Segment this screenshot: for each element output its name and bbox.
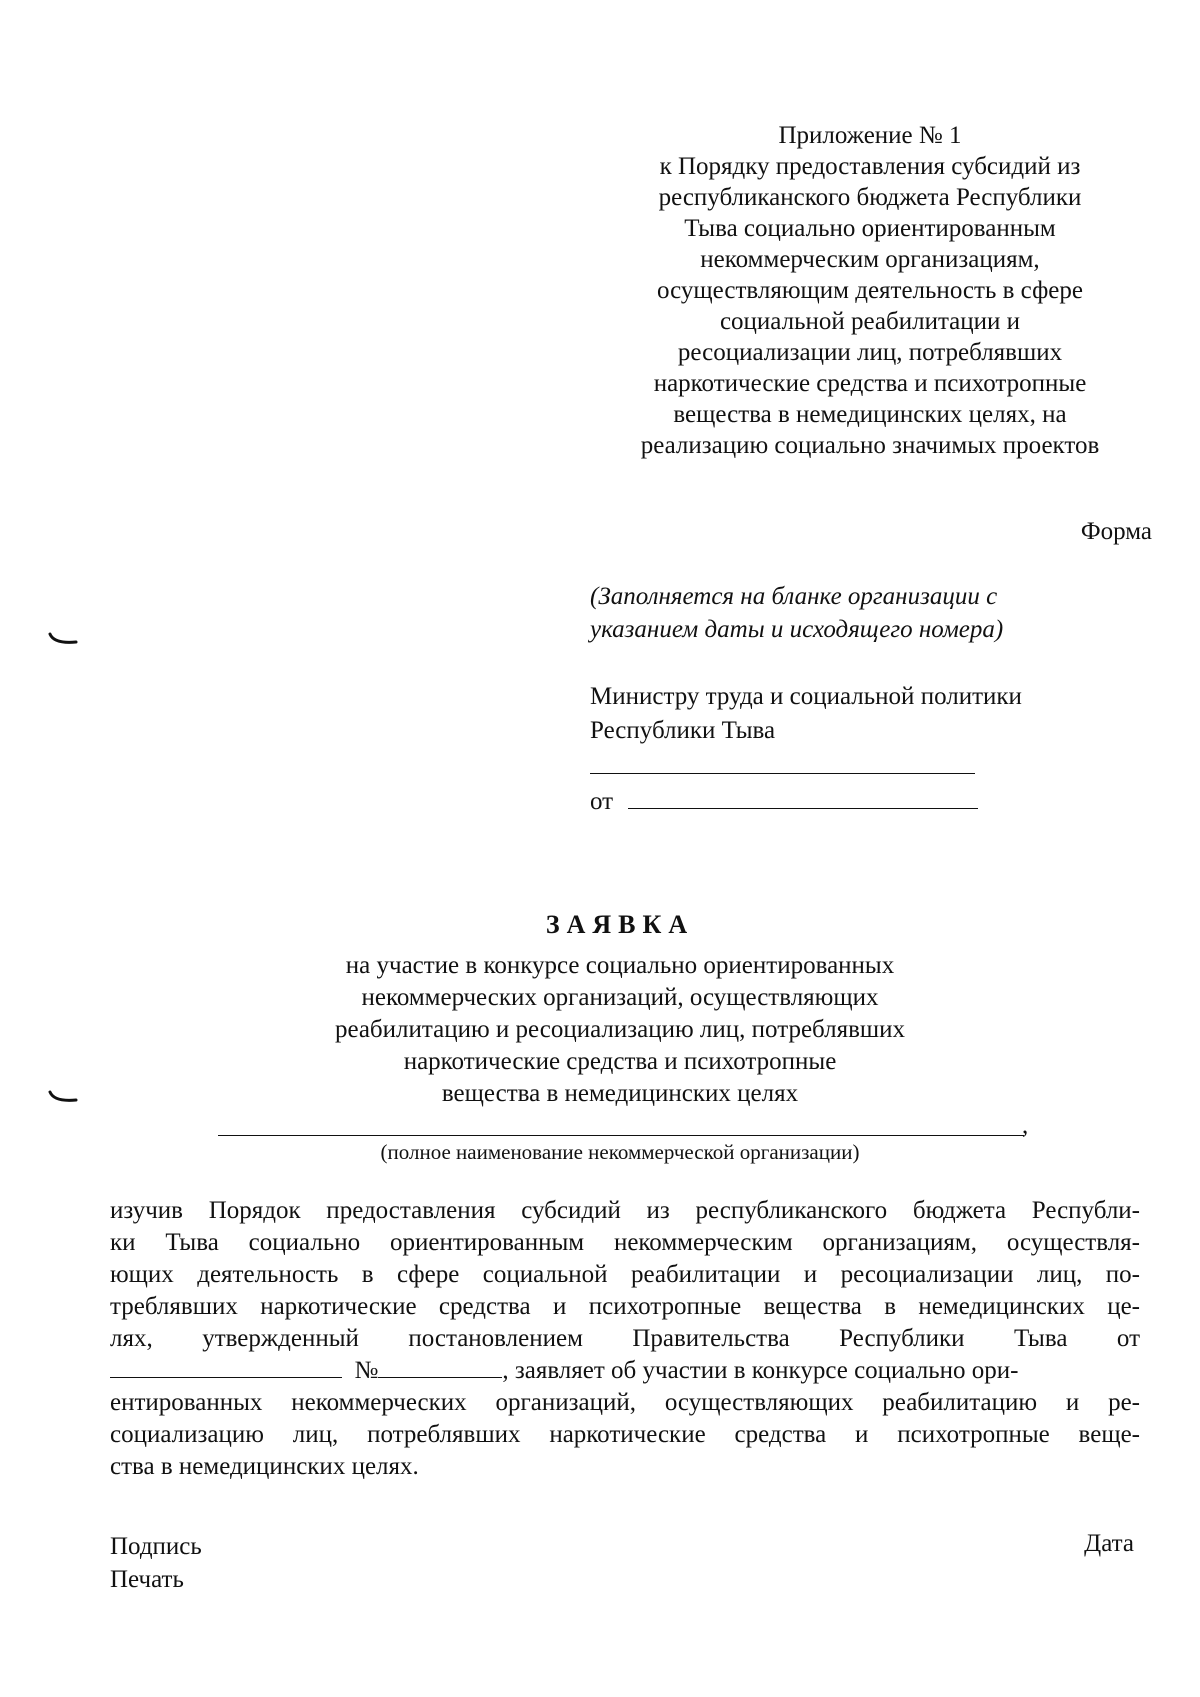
appendix-line: к Порядку предоставления субсидий из xyxy=(659,153,1081,180)
signature-label: Подпись xyxy=(110,1533,202,1560)
body-line: социализацию лиц, потреблявших наркотические средства и психотропные веще- xyxy=(110,1421,1140,1448)
body-line: ентированных некоммерческих организаций, осуществляющих реабилитацию и ре- xyxy=(110,1389,1140,1416)
form-label: Форма xyxy=(1080,518,1152,545)
appendix-line: вещества в немедицинских целях, на xyxy=(673,401,1067,428)
appendix-line: Приложение № 1 xyxy=(778,122,962,149)
stamp-label: Печать xyxy=(110,1566,184,1593)
organization-comma: , xyxy=(1022,1112,1029,1139)
number-sign: № xyxy=(354,1357,379,1384)
body-line: ющих деятельность в сфере социальной реабилитации и ресоциализации лиц, по- xyxy=(110,1261,1140,1288)
signature-block xyxy=(110,1530,202,1596)
organization-name-blank xyxy=(218,1135,1024,1136)
body-line6-text: , заявляет об участии в конкурсе социально ори- xyxy=(502,1357,1019,1384)
fill-instruction-note xyxy=(590,580,1003,646)
body-line: ки Тыва социально ориентированным некоммерческим организациям, осуществля- xyxy=(110,1229,1140,1256)
body-paragraph xyxy=(110,1195,1140,1483)
appendix-line: некоммерческим организациям, xyxy=(700,246,1040,273)
appendix-line: осуществляющим деятельность в сфере xyxy=(657,277,1083,304)
sender-name-blank xyxy=(628,808,978,809)
subtitle-line: некоммерческих организаций, осуществляющих xyxy=(361,984,879,1011)
body-line: лях, утвержденный постановлением Правительства Республики Тыва от xyxy=(110,1325,1140,1352)
appendix-line: реализацию социально значимых проектов xyxy=(640,432,1100,459)
appendix-line: наркотические средства и психотропные xyxy=(653,370,1087,397)
appendix-line: республиканского бюджета Республики xyxy=(658,184,1082,211)
resolution-date-blank xyxy=(110,1376,342,1378)
body-line-with-blanks xyxy=(110,1355,1140,1387)
document-title: ЗАЯВКА xyxy=(545,910,695,939)
body-line: изучив Порядок предоставления субсидий из республиканского бюджета Республи- xyxy=(110,1197,1140,1224)
fill-note-line: (Заполняется на бланке организации с xyxy=(590,583,998,610)
recipient-name-blank xyxy=(590,773,975,774)
appendix-line: ресоциализации лиц, потреблявших xyxy=(677,339,1063,366)
subtitle-line: на участие в конкурсе социально ориентированных xyxy=(345,952,895,979)
addressee-line: Министру труда и социальной политики xyxy=(590,683,1022,710)
appendix-line: социальной реабилитации и xyxy=(719,308,1021,335)
addressee-line: Республики Тыва xyxy=(590,717,776,744)
addressee-block xyxy=(590,680,1022,748)
subtitle-line: вещества в немедицинских целях xyxy=(441,1080,799,1107)
subtitle-line: реабилитацию и ресоциализацию лиц, потреблявших xyxy=(334,1016,906,1043)
date-label: Дата xyxy=(1084,1530,1134,1557)
organization-caption: (полное наименование некоммерческой организации) xyxy=(380,1140,860,1164)
from-label: от xyxy=(590,788,614,815)
resolution-number-blank xyxy=(378,1376,502,1378)
appendix-header xyxy=(600,120,1140,461)
document-subtitle xyxy=(0,950,1200,1110)
fill-note-line: указанием даты и исходящего номера) xyxy=(590,616,1004,643)
appendix-line: Тыва социально ориентированным xyxy=(684,215,1056,242)
scan-mark-1 xyxy=(48,632,78,646)
subtitle-line: наркотические средства и психотропные xyxy=(403,1048,837,1075)
body-line: ства в немедицинских целях. xyxy=(110,1453,419,1480)
body-line: треблявших наркотические средства и психотропные вещества в немедицинских це- xyxy=(110,1293,1140,1320)
